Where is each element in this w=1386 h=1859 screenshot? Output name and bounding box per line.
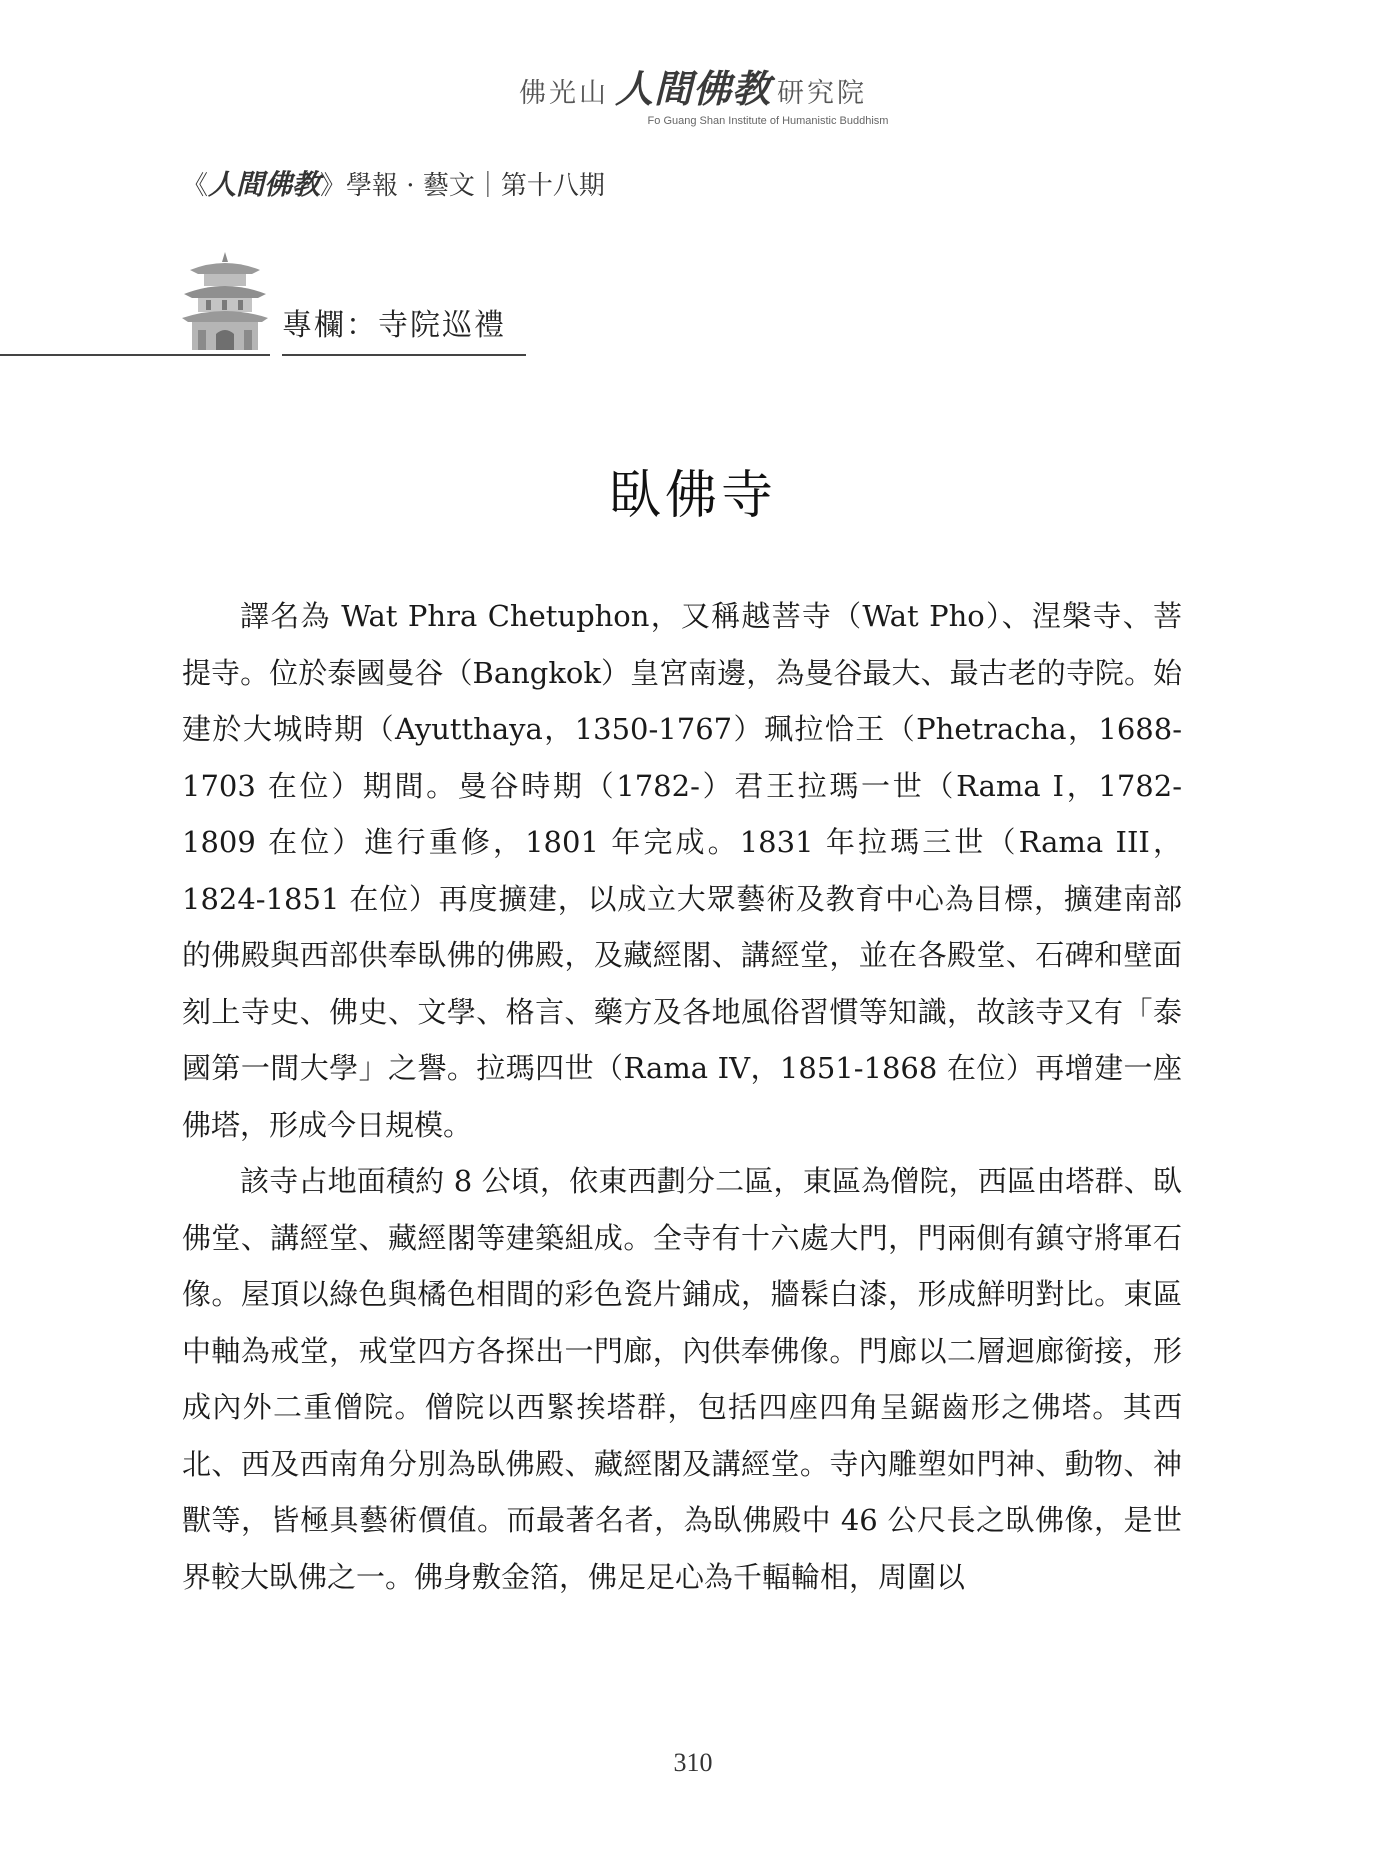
column-header [0,250,1386,360]
column-title: 專欄：寺院巡禮 [282,308,506,343]
institute-header [0,58,1386,127]
journal-brand: 人間佛教 [208,168,321,201]
institute-brand-logotype: 人間佛教 [614,66,771,111]
pagoda-icon [182,250,268,350]
institute-english-name: Fo Guang Shan Institute of Humanistic Buddhism [647,115,889,127]
institute-prefix: 佛光山 [518,78,609,109]
column-title-underline [282,354,526,356]
institute-suffix: 研究院 [777,78,867,109]
paragraph: 該寺占地面積約 8 公頃，依東西劃分二區，東區為僧院，西區由塔群、臥佛堂、講經堂、藏經閣等建築組成。全寺有十六處大門，門兩側有鎮守將軍石像。屋頂以綠色與橘色相間的彩色瓷片鋪成，牆髹白漆，形成鮮明對比。東區中軸為戒堂，戒堂四方各探出一門廊，內供奉佛像。門廊以二層迴廊銜接，形成內外二重僧院。僧院以西緊挨塔群，包括四座四角呈鋸齒形之佛塔。其西北、西及西南角分別為臥佛殿、藏經閣及講經堂。寺內雕塑如門神、動物、神獸等，皆極具藝術價值。而最著名者，為臥佛殿中 46 公尺長之臥佛像，是世界較大臥佛之一。佛身敷金箔，佛足足心為千輻輪相，周圍以 [182,1164,1182,1594]
column-rule-left [0,354,270,356]
article-title: 臥佛寺 [608,465,777,526]
article-body [182,588,1182,1605]
journal-running-head [182,163,605,203]
page-number: 310 [673,1748,713,1777]
journal-section-issue: 》學報 · 藝文｜第十八期 [320,171,605,201]
institute-name [0,58,1386,113]
journal-open-bracket: 《 [182,171,209,201]
paragraph: 譯名為 Wat Phra Chetuphon，又稱越菩寺（Wat Pho）、涅槃寺、菩提寺。位於泰國曼谷（Bangkok）皇宮南邊，為曼谷最大、最古老的寺院。始建於大城時期（Ayutthaya，1350-1767）珮拉恰王（Phetracha，1688-1703 在位）期間。曼谷時期（1782-）君王拉瑪一世（Rama I，1782-1809 在位）進行重修，1801 年完成。1831 年拉瑪三世（Rama III，1824-1851 在位）再度擴建，以成立大眾藝術及教育中心為目標，擴建南部的佛殿與西部供奉臥佛的佛殿，及藏經閣、講經堂，並在各殿堂、石碑和壁面刻上寺史、佛史、文學、格言、藥方及各地風俗習慣等知識，故該寺又有「泰國第一間大學」之譽。拉瑪四世（Rama IV，1851-1868 在位）再增建一座佛塔，形成今日規模。 [182,599,1182,1142]
